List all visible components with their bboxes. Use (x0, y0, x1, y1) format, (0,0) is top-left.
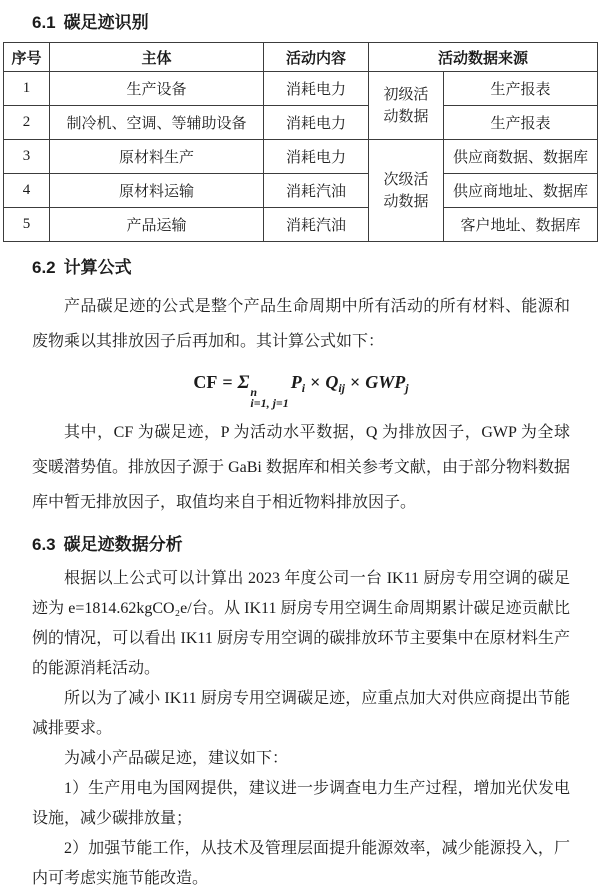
paragraph-formula-intro: 产品碳足迹的公式是整个产品生命周期中所有活动的所有材料、能源和废物乘以其排放因子后再加和。其计算公式如下： (32, 298, 570, 350)
cell-activity: 消耗电力 (264, 72, 369, 106)
formula-sigma: Σ (237, 372, 250, 393)
col-header-activity: 活动内容 (264, 43, 369, 72)
col-header-subject: 主体 (50, 43, 264, 72)
formula-var-q: Q (325, 372, 339, 392)
carbon-footprint-table (3, 42, 598, 242)
cell-num: 1 (4, 72, 50, 106)
table-header-row (4, 43, 598, 72)
paragraph-supplier-requirement: 所以为了减小 IK11 厨房专用空调碳足迹，应重点加大对供应商提出节能减排要求。 (32, 690, 570, 737)
cell-source: 客户地址、数据库 (444, 208, 598, 242)
cell-source: 生产报表 (444, 72, 598, 106)
cell-source: 生产报表 (444, 106, 598, 140)
cell-source: 供应商数据、数据库 (444, 140, 598, 174)
cell-num: 4 (4, 174, 50, 208)
formula-var-p: P (290, 372, 302, 392)
table-row (4, 208, 598, 242)
formula-times: × (310, 372, 321, 392)
section-number: 6.3 (32, 535, 56, 554)
section-heading-6-1 (32, 12, 570, 34)
cell-num: 3 (4, 140, 50, 174)
carbon-footprint-formula (32, 367, 570, 409)
formula-sigma-sup: n (250, 385, 258, 399)
cell-activity: 消耗电力 (264, 140, 369, 174)
formula-sub-j: j (405, 381, 409, 395)
category-cell-primary: 初级活动数据 (369, 72, 444, 140)
formula-sigma-sub: i=1, j=1 (250, 396, 289, 410)
formula-times: × (350, 372, 361, 392)
table-row (4, 174, 598, 208)
table-row (4, 106, 598, 140)
cell-subject: 产品运输 (50, 208, 264, 242)
section-title: 碳足迹识别 (63, 13, 149, 32)
paragraph-suggestions-intro: 为减小产品碳足迹，建议如下： (64, 750, 289, 767)
cell-num: 5 (4, 208, 50, 242)
cell-source: 供应商地址、数据库 (444, 174, 598, 208)
cell-num: 2 (4, 106, 50, 140)
formula-sigma-limits (250, 387, 288, 409)
cell-subject: 原材料运输 (50, 174, 264, 208)
category-cell-secondary: 次级活动数据 (369, 140, 444, 242)
cell-subject: 生产设备 (50, 72, 264, 106)
section-heading-6-3 (32, 534, 570, 556)
formula-equals: = (222, 372, 233, 392)
cell-subject: 原材料生产 (50, 140, 264, 174)
paragraph-suggestion-1: 1）生产用电为国网提供，建议进一步调查电力生产过程，增加光伏发电设施，减少碳排放量； (32, 780, 570, 827)
formula-sub-ij: ij (338, 381, 346, 395)
col-header-source: 活动数据来源 (369, 43, 598, 72)
cell-subject: 制冷机、空调、等辅助设备 (50, 106, 264, 140)
cell-activity: 消耗汽油 (264, 174, 369, 208)
table-row (4, 140, 598, 174)
section-title: 计算公式 (63, 258, 132, 277)
col-header-num: 序号 (4, 43, 50, 72)
section-heading-6-2 (32, 257, 570, 279)
paragraph-suggestion-2: 2）加强节能工作，从技术及管理层面提升能源效率，减少能源投入，厂内可考虑实施节能改造。 (32, 840, 570, 887)
section-number: 6.1 (32, 13, 56, 32)
section-title: 碳足迹数据分析 (63, 535, 183, 554)
table-row (4, 72, 598, 106)
formula-var-gwp: GWP (365, 372, 406, 392)
paragraph-analysis-result: 根据以上公式可以计算出 2023 年度公司一台 IK11 厨房专用空调的碳足迹为 e=1814.62kgCO₂e/台。从 IK11 厨房专用空调生命周期累计碳足迹贡献比例的情况，可以看出 IK11 厨房专用空调的碳排放环节主要集中在原材料生产的能源消耗活动。 (32, 570, 570, 677)
cell-activity: 消耗电力 (264, 106, 369, 140)
section-number: 6.2 (32, 258, 56, 277)
paragraph-formula-explanation: 其中，CF 为碳足迹，P 为活动水平数据，Q 为排放因子，GWP 为全球变暖潜势值。排放因子源于 GaBi 数据库和相关参考文献，由于部分物料数据库中暂无排放因子，取值均来自于相近物料排放因子。 (32, 424, 570, 511)
formula-cf: CF (193, 372, 218, 392)
cell-activity: 消耗汽油 (264, 208, 369, 242)
formula-sub-i: i (301, 381, 306, 395)
